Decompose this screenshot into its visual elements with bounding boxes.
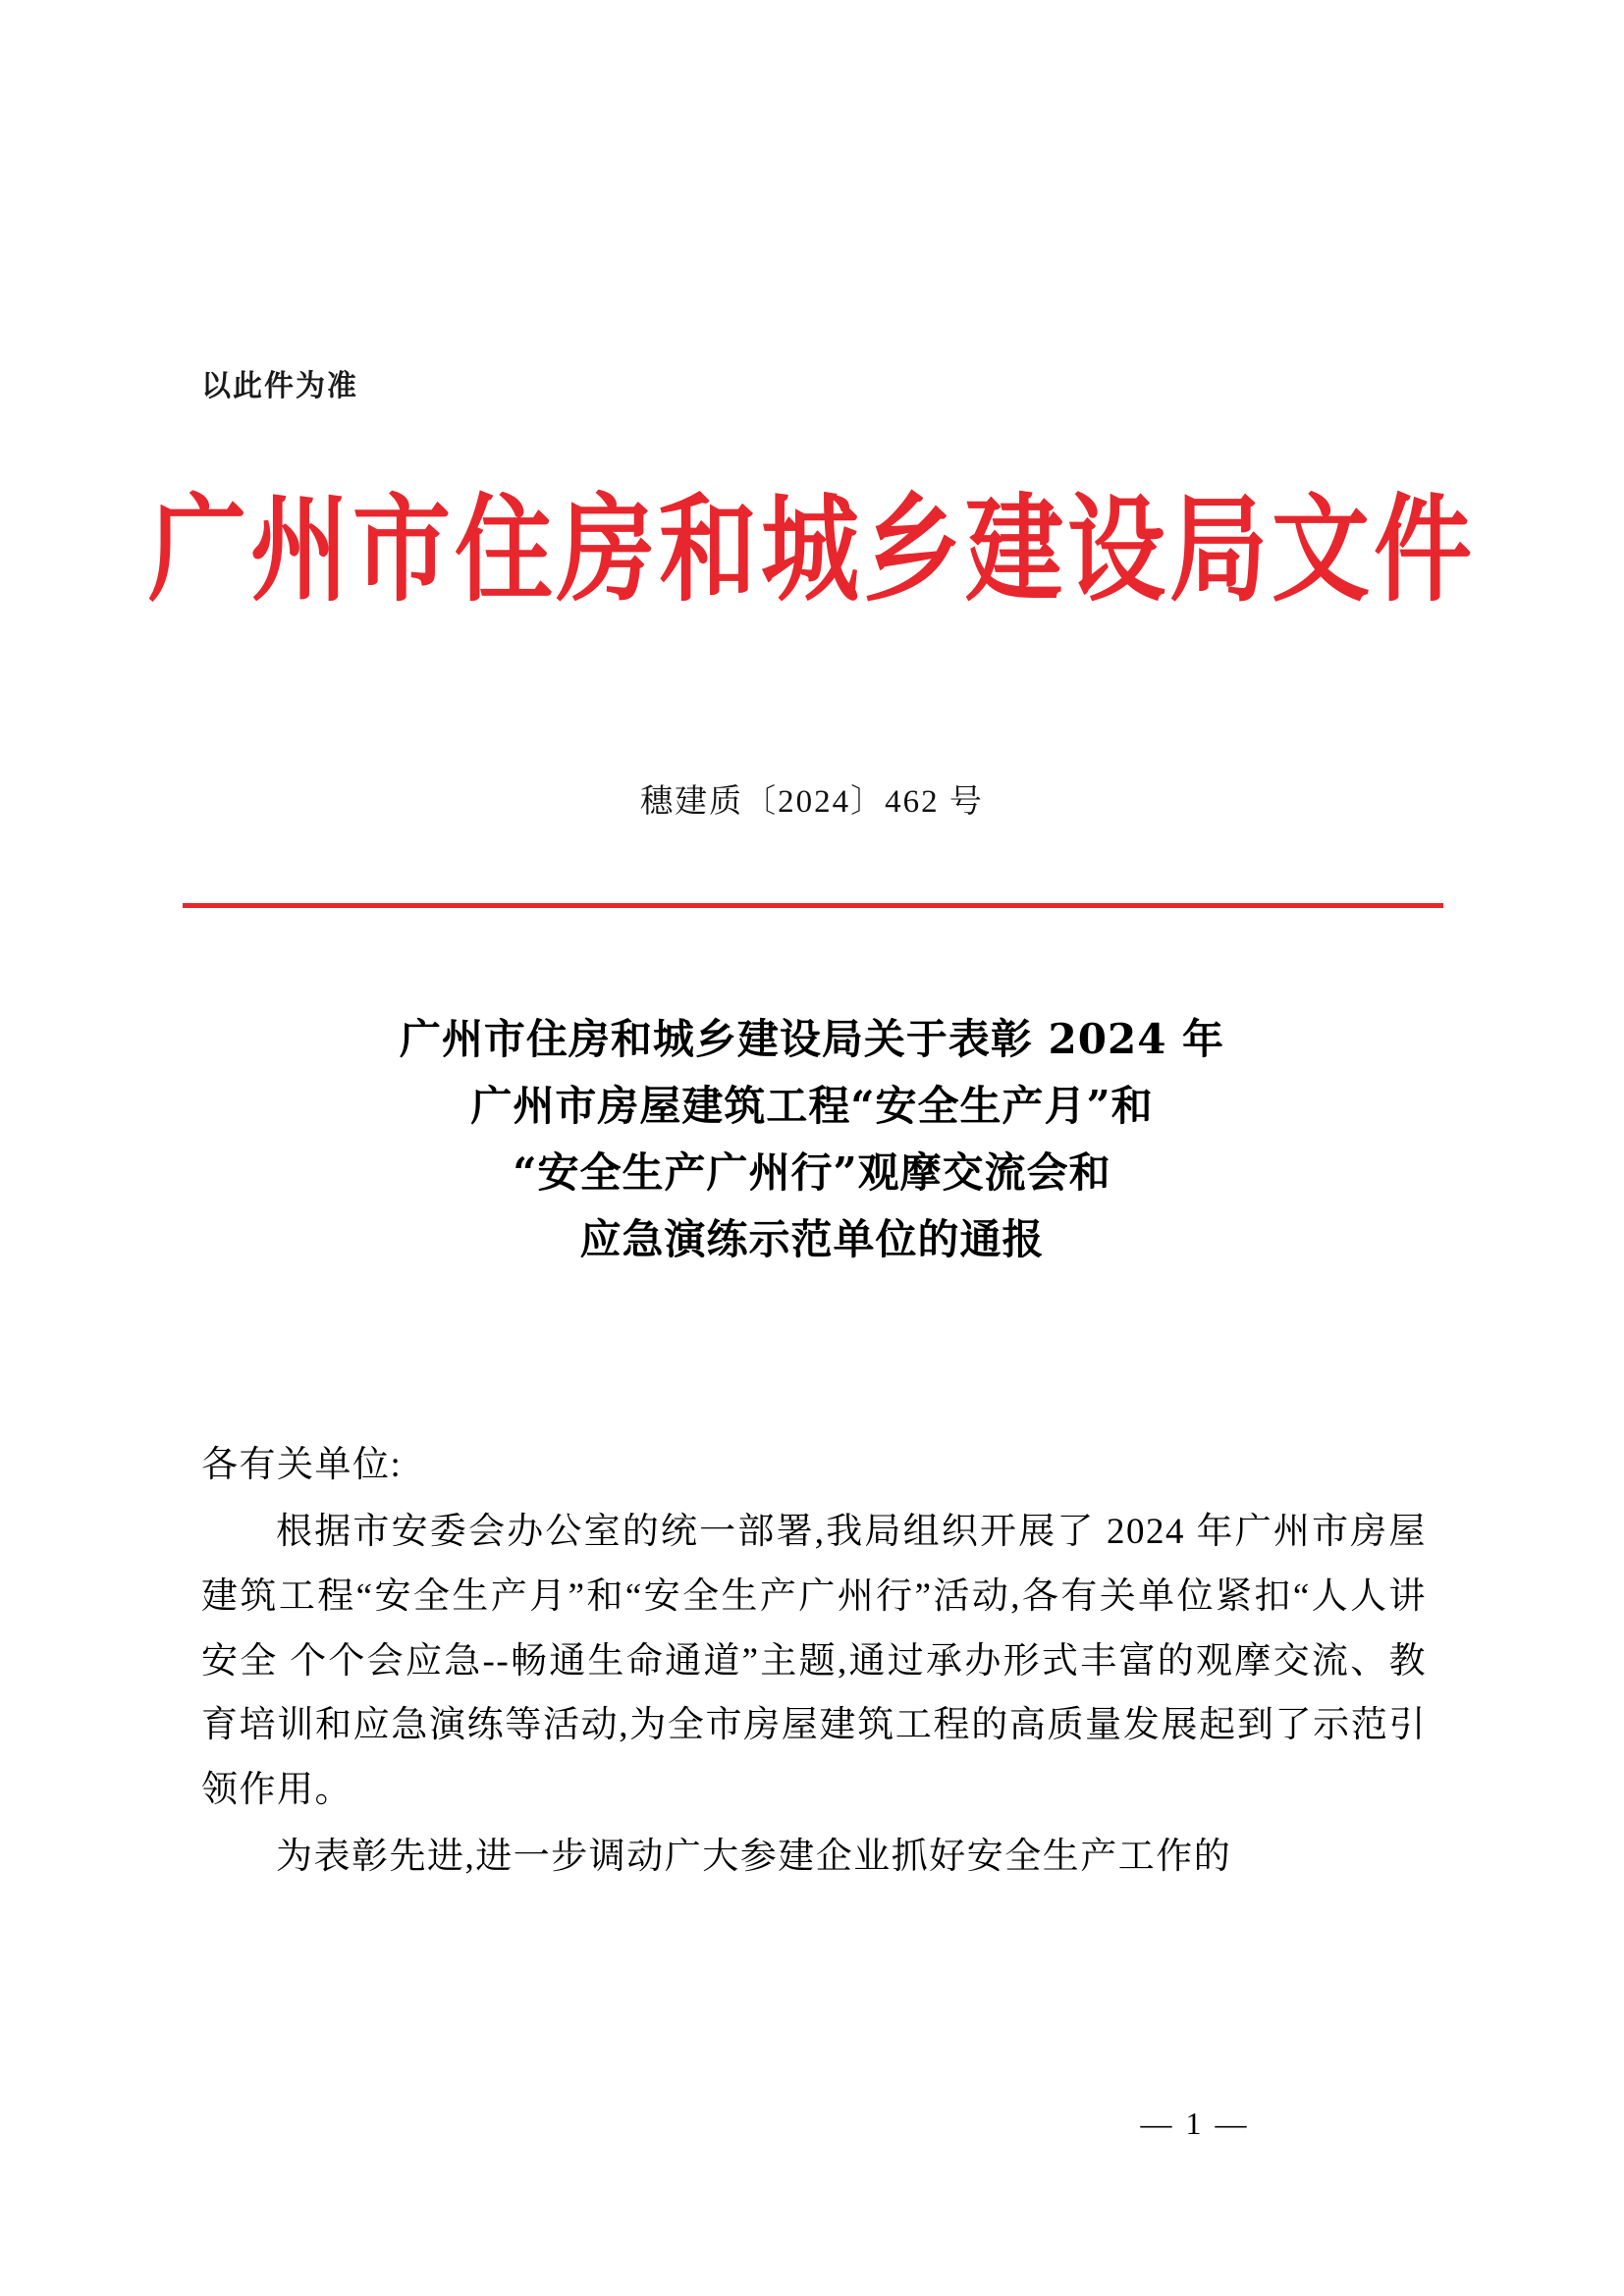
title-line-3: “安全生产广州行”观摩交流会和 [513,1148,1111,1198]
masthead-title: 广州市住房和城乡建设局文件 [148,481,1476,618]
title-line-1: 广州市住房和城乡建设局关于表彰 2024 年 [399,1015,1225,1063]
title-line-4: 应急演练示范单位的通报 [579,1215,1045,1264]
red-divider-rule [183,903,1443,908]
document-body [201,1433,1427,1892]
handwritten-note: 以此件为准 [201,369,358,403]
salutation: 各有关单位: [201,1445,403,1485]
document-number: 穗建质〔2024〕462 号 [640,784,984,820]
document-title [226,1006,1398,1273]
body-paragraph-2: 为表彰先进,进一步调动广大参建企业抓好安全生产工作的 [276,1837,1232,1878]
page-number: — 1 — [1140,2106,1250,2141]
body-paragraph-1: 根据市安委会办公室的统一部署,我局组织开展了 2024 年广州市房屋建筑工程“安全生产月”和“安全生产广州行”活动,各有关单位紧扣“人人讲安全 个个会应急--畅通生命通道”主题,通过承办形式丰富的观摩交流、教育培训和应急演练等活动,为全市房屋建筑工程的高质量发展起到了示范引领作用。 [201,1511,1427,1811]
title-line-2: 广州市房屋建筑工程“安全生产月”和 [470,1082,1154,1131]
